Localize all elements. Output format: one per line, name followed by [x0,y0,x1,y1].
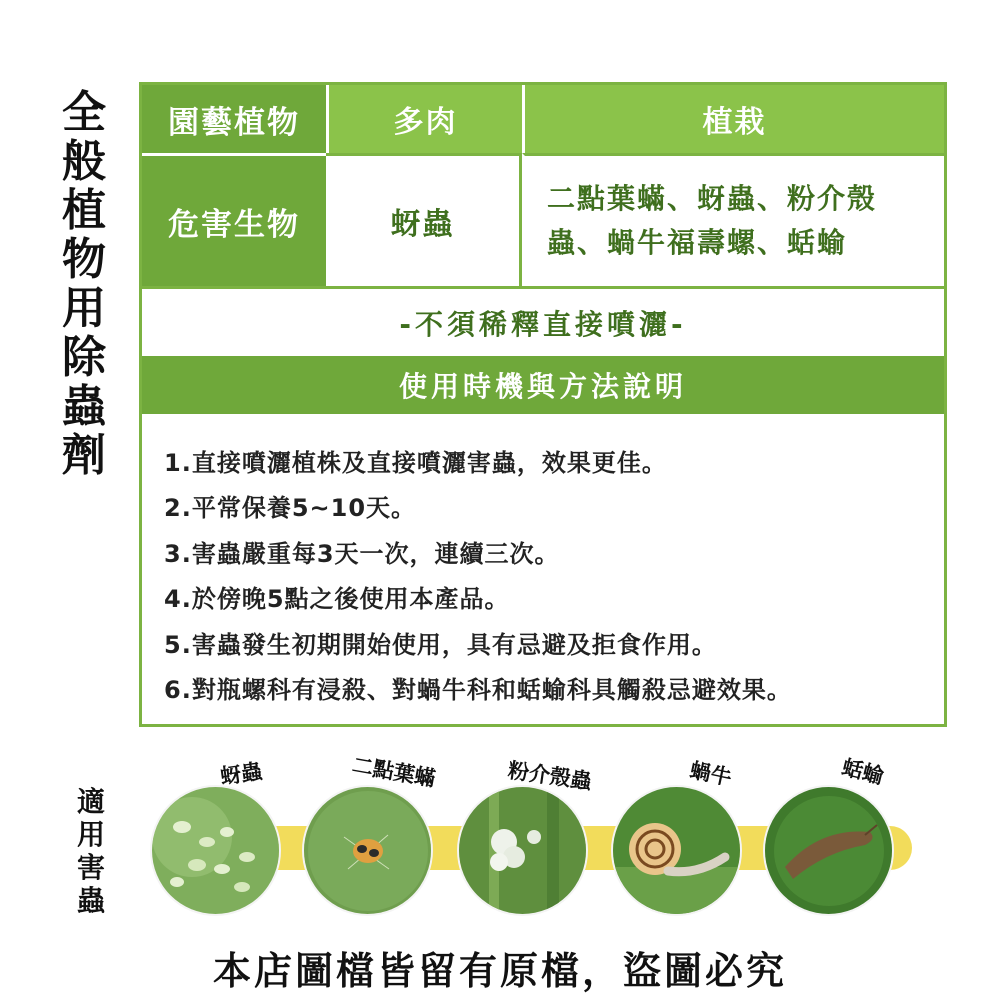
title-char: 劑 [62,430,106,481]
spider-mite-photo [302,785,433,916]
plant-type-succulent: 多肉 [326,85,522,153]
title-char: 植 [62,185,106,236]
title-char: 物 [62,234,106,285]
pest-name-label: 粉介殼蟲 [506,758,594,794]
aphid-photo [150,785,281,916]
usage-step: 1.直接噴灑植株及直接噴灑害蟲，效果更佳。 [164,449,667,477]
pest-name-label: 二點葉蟎 [350,752,438,792]
title-char: 除 [62,332,106,383]
label-char: 蟲 [76,884,105,917]
usage-step: 5.害蟲發生初期開始使用，具有忌避及拒食作用。 [164,630,717,659]
label-char: 害 [76,851,105,884]
usage-step: 2.平常保養5~10天。 [164,494,417,523]
title-char: 全 [62,87,106,138]
dilution-note: -不須稀釋直接噴灑- [142,286,944,356]
copyright-notice: 本店圖檔皆留有原檔，盜圖必究 [212,949,787,993]
plant-type-row [142,85,944,153]
snail-photo [611,785,742,916]
pest-row [142,153,944,286]
usage-title: 使用時機與方法說明 [142,356,944,414]
usage-step: 6.對瓶螺科有浸殺、對蝸牛科和蛞蝓科具觸殺忌避效果。 [164,675,792,704]
label-char: 用 [76,818,105,851]
mealybug-photo [457,785,588,916]
plant-type-label: 園藝植物 [142,85,326,153]
pest-name-label: 蚜蟲 [218,759,264,789]
pest-name-label: 蛞蝓 [839,755,887,789]
pest-potted: 二點葉蟎、蚜蟲、粉介殼蟲、蝸牛福壽螺、蛞蝓 [522,153,944,286]
plant-type-potted: 植栽 [522,85,944,153]
usage-step: 3.害蟲嚴重每3天一次，連續三次。 [164,539,560,568]
usage-step: 4.於傍晚5點之後使用本產品。 [164,585,510,614]
applicable-pests-label [74,785,108,917]
slug-photo [763,785,894,916]
usage-steps [164,441,936,713]
info-panel [139,82,947,727]
label-char: 適 [76,785,105,818]
pest-label: 危害生物 [142,153,326,286]
title-char: 般 [62,136,106,187]
vertical-product-title [58,88,110,480]
title-char: 用 [62,283,106,334]
pest-succulent: 蚜蟲 [326,153,522,286]
title-char: 蟲 [62,381,106,432]
pest-name-label: 蝸牛 [687,757,734,791]
